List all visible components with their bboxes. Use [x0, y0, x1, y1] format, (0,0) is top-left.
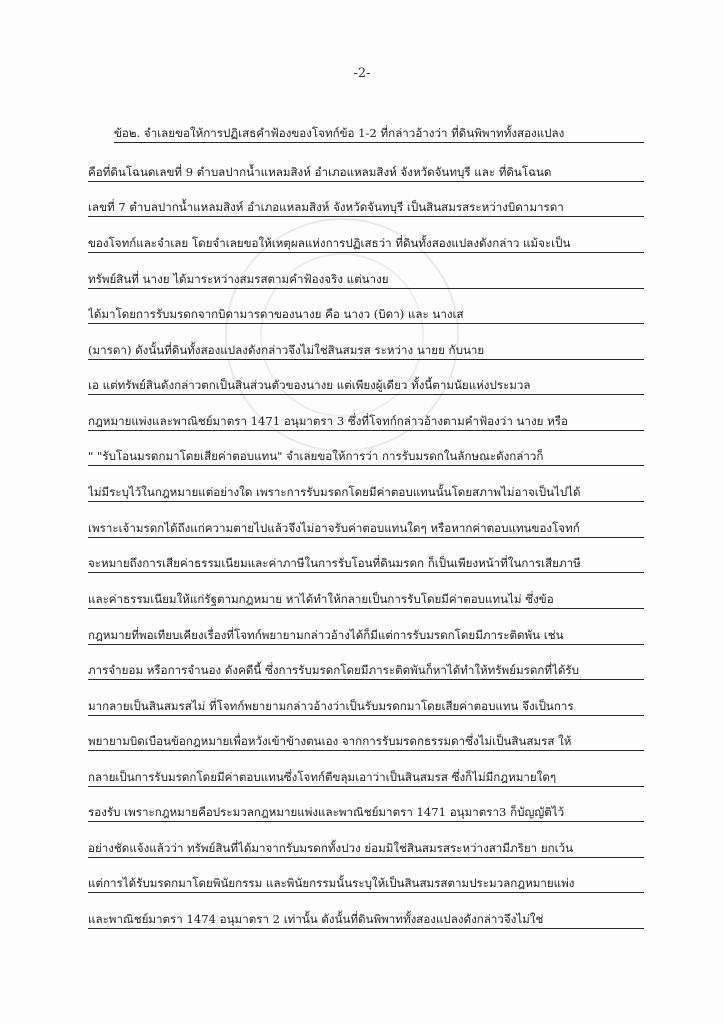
text-line: ทรัพย์สินที่ นางย ได้มาระหว่างสมรสตามคำฟ้องจริง แต่นางย	[88, 270, 644, 289]
text-line: จะหมายถึงการเสียค่าธรรมเนียมและค่าภาษีในการรับโอนที่ดินมรดก ก็เป็นเพียงหน้าที่ในการเสียภาษี	[88, 554, 644, 573]
text-line: รองรับ เพราะกฎหมายคือประมวลกฎหมายแพ่งและพาณิชย์มาตรา 1471 อนุมาตรา3 ก็บัญญัติไว้	[88, 803, 644, 822]
text-line: มากลายเป็นสินสมรสไม่ ที่โจทก์พยายามกล่าวอ้างว่าเป็นรับมรดกมาโดยเสียค่าตอบแทน จึงเป็นการ	[88, 697, 644, 716]
text-line: กฎหมายแพ่งและพาณิชย์มาตรา 1471 อนุมาตรา 3 ซึ่งที่โจทก์กล่าวอ้างตามคำฟ้องว่า นางย หรือ	[88, 412, 644, 431]
text-line: ข้อ๒. จำเลยขอให้การปฏิเสธคำฟ้องของโจทก์ข้อ 1-2 ที่กล่าวอ้างว่า ที่ดินพิพาททั้งสองแปลง	[114, 124, 644, 143]
text-line: เพราะเจ้ามรดกได้ถึงแก่ความตายไปแล้วจึงไม่อาจรับค่าตอบแทนใดๆ หรือหากค่าตอบแทนของโจทก์	[88, 519, 644, 538]
text-line: " "รับโอนมรดกมาโดยเสียค่าตอบแทน" จำเลยขอให้การว่า การรับมรดกในลักษณะดังกล่าวก็	[88, 447, 644, 466]
text-line: เอ แต่ทรัพย์สินดังกล่าวตกเป็นสินส่วนตัวของนางย แต่เพียงผู้เดียว ทั้งนี้ตามนัยแห่งประมวล	[88, 376, 644, 395]
text-line: ของโจทก์และจำเลย โดยจำเลยขอให้เหตุผลแห่งการปฏิเสธว่า ที่ดินทั้งสองแปลงดังกล่าว แม้จะเป็น	[88, 234, 644, 253]
text-line: แต่การได้รับมรดกมาโดยพินัยกรรม และพินัยกรรมนั้นระบุให้เป็นสินสมรสตามประมวลกฎหมายแพ่ง	[88, 874, 644, 893]
page-number: -2-	[353, 66, 371, 81]
text-line: กลายเป็นการรับมรดกโดยมีค่าตอบแทนซึ่งโจทก์ตีขลุมเอาว่าเป็นสินสมรส ซึ่งก็ไม่มีกฎหมายใดๆ	[88, 768, 644, 787]
text-line: คือที่ดินโฉนดเลขที่ 9 ตำบลปากน้ำแหลมสิงห์ อำเภอแหลมสิงห์ จังหวัดจันทบุรี และ ที่ดินโฉนด	[88, 163, 644, 182]
text-line: และพาณิชย์มาตรา 1474 อนุมาตรา 2 เท่านั้น ดังนั้นที่ดินพิพาททั้งสองแปลงดังกล่าวจึงไม่ใช่	[88, 910, 644, 929]
text-line: ได้มาโดยการรับมรดกจากบิดามารดาของนางย คือ นางว (บิดา) และ นางเส	[88, 305, 644, 324]
text-line: ภารจำยอม หรือการจำนอง ดังคดีนี้ ซึ่งการรับมรดกโดยมีภาระติดพันก็หาได้ทำให้ทรัพย์มรดกที่ได้รับ	[88, 661, 644, 680]
text-line: กฎหมายที่พอเทียบเคียงเรื่องที่โจทก์พยายามกล่าวอ้างได้ก็มีแต่การรับมรดกโดยมีภาระติดพัน เช่น	[88, 626, 644, 645]
text-line: (มารดา) ดังนั้นที่ดินทั้งสองแปลงดังกล่าวจึงไม่ใช่สินสมรส ระหว่าง นายย กับนาย	[88, 341, 644, 360]
text-line: และค่าธรรมเนียมให้แก่รัฐตามกฎหมาย หาได้ทำให้กลายเป็นการรับโดยมีค่าตอบแทนไม่ ซึ่งข้อ	[88, 590, 644, 609]
text-line: ไม่มีระบุไว้ในกฎหมายแต่อย่างใด เพราะการรับมรดกโดยมีค่าตอบแทนนั้นโดยสภาพไม่อาจเป็นไปได้	[88, 483, 644, 502]
text-line: พยายามบิดเบือนข้อกฎหมายเพื่อหวังเข้าข้างตนเอง จากการรับมรดกธรรมดาซึ่งไม่เป็นสินสมรส ให้	[88, 732, 644, 751]
text-line: อย่างชัดแจ้งแล้วว่า ทรัพย์สินที่ได้มาจากรับมรดกทั้งปวง ย่อมมิใช่สินสมรสระหว่างสามีภริยา ยกเว้น	[88, 839, 644, 858]
text-line: เลขที่ 7 ตำบลปากน้ำแหลมสิงห์ อำเภอแหลมสิงห์ จังหวัดจันทบุรี เป็นสินสมรสระหว่างบิดามารดา	[88, 198, 644, 217]
